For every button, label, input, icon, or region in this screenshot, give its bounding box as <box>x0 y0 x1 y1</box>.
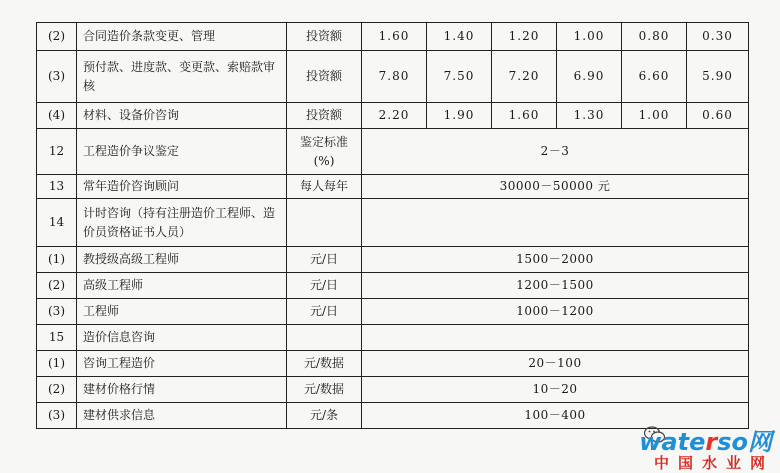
row-index: (1) <box>37 247 77 273</box>
table-row <box>37 351 749 377</box>
row-item: 合同造价条款变更、管理 <box>77 23 287 51</box>
row-index: (3) <box>37 299 77 325</box>
row-value: 1.00 <box>622 103 687 129</box>
row-span-value: 20－100 <box>362 351 749 377</box>
table-row <box>37 247 749 273</box>
table-row <box>37 199 749 247</box>
row-index: (2) <box>37 23 77 51</box>
row-index: 15 <box>37 325 77 351</box>
row-span-value: 100－400 <box>362 403 749 429</box>
row-index: (3) <box>37 403 77 429</box>
row-index: (4) <box>37 103 77 129</box>
table-row <box>37 129 749 175</box>
row-item: 常年造价咨询顾问 <box>77 175 287 199</box>
row-index: (1) <box>37 351 77 377</box>
row-unit <box>287 325 362 351</box>
row-item: 咨询工程造价 <box>77 351 287 377</box>
row-index: 14 <box>37 199 77 247</box>
row-item: 材料、设备价咨询 <box>77 103 287 129</box>
row-value: 0.60 <box>687 103 749 129</box>
row-item: 预付款、进度款、变更款、索赔款审核 <box>77 51 287 103</box>
table-row <box>37 51 749 103</box>
table-row <box>37 103 749 129</box>
fee-table <box>36 22 749 429</box>
row-value: 1.40 <box>427 23 492 51</box>
row-span-value: 1000－1200 <box>362 299 749 325</box>
row-index: 13 <box>37 175 77 199</box>
row-span-value: 1200－1500 <box>362 273 749 299</box>
row-value: 2.20 <box>362 103 427 129</box>
row-span-value: 10－20 <box>362 377 749 403</box>
row-value: 1.30 <box>557 103 622 129</box>
table-row <box>37 377 749 403</box>
row-unit: 元/日 <box>287 273 362 299</box>
row-value: 6.60 <box>622 51 687 103</box>
row-value: 1.90 <box>427 103 492 129</box>
row-unit: 元/数据 <box>287 351 362 377</box>
row-value: 1.00 <box>557 23 622 51</box>
row-unit <box>287 199 362 247</box>
row-item: 高级工程师 <box>77 273 287 299</box>
row-value: 1.20 <box>492 23 557 51</box>
table-row <box>37 23 749 51</box>
table-row <box>37 273 749 299</box>
table-row <box>37 175 749 199</box>
row-unit: 鉴定标准(%) <box>287 129 362 175</box>
table-row <box>37 325 749 351</box>
row-value: 5.90 <box>687 51 749 103</box>
row-item: 建材价格行情 <box>77 377 287 403</box>
row-item: 工程造价争议鉴定 <box>77 129 287 175</box>
row-index: 12 <box>37 129 77 175</box>
row-unit: 元/数据 <box>287 377 362 403</box>
row-item: 造价信息咨询 <box>77 325 287 351</box>
watermark-brand: waterso网 <box>639 428 772 456</box>
row-span-value <box>362 199 749 247</box>
row-span-value <box>362 325 749 351</box>
watermark-subtitle: 中国水业网 <box>654 454 775 472</box>
row-unit: 投资额 <box>287 103 362 129</box>
row-unit: 每人每年 <box>287 175 362 199</box>
row-span-value: 1500－2000 <box>362 247 749 273</box>
row-item: 建材供求信息 <box>77 403 287 429</box>
row-value: 0.80 <box>622 23 687 51</box>
row-span-value: 30000－50000 元 <box>362 175 749 199</box>
row-index: (2) <box>37 273 77 299</box>
row-value: 1.60 <box>492 103 557 129</box>
row-value: 0.30 <box>687 23 749 51</box>
row-item: 教授级高级工程师 <box>77 247 287 273</box>
table-row <box>37 299 749 325</box>
row-value: 7.20 <box>492 51 557 103</box>
row-item: 计时咨询（持有注册造价工程师、造价员资格证书人员） <box>77 199 287 247</box>
row-unit: 元/条 <box>287 403 362 429</box>
row-item: 工程师 <box>77 299 287 325</box>
row-index: (3) <box>37 51 77 103</box>
row-unit: 投资额 <box>287 51 362 103</box>
row-span-value: 2－3 <box>362 129 749 175</box>
row-unit: 元/日 <box>287 299 362 325</box>
row-unit: 元/日 <box>287 247 362 273</box>
row-unit: 投资额 <box>287 23 362 51</box>
row-index: (2) <box>37 377 77 403</box>
row-value: 1.60 <box>362 23 427 51</box>
row-value: 7.50 <box>427 51 492 103</box>
watermark <box>636 418 780 473</box>
row-value: 6.90 <box>557 51 622 103</box>
row-value: 7.80 <box>362 51 427 103</box>
